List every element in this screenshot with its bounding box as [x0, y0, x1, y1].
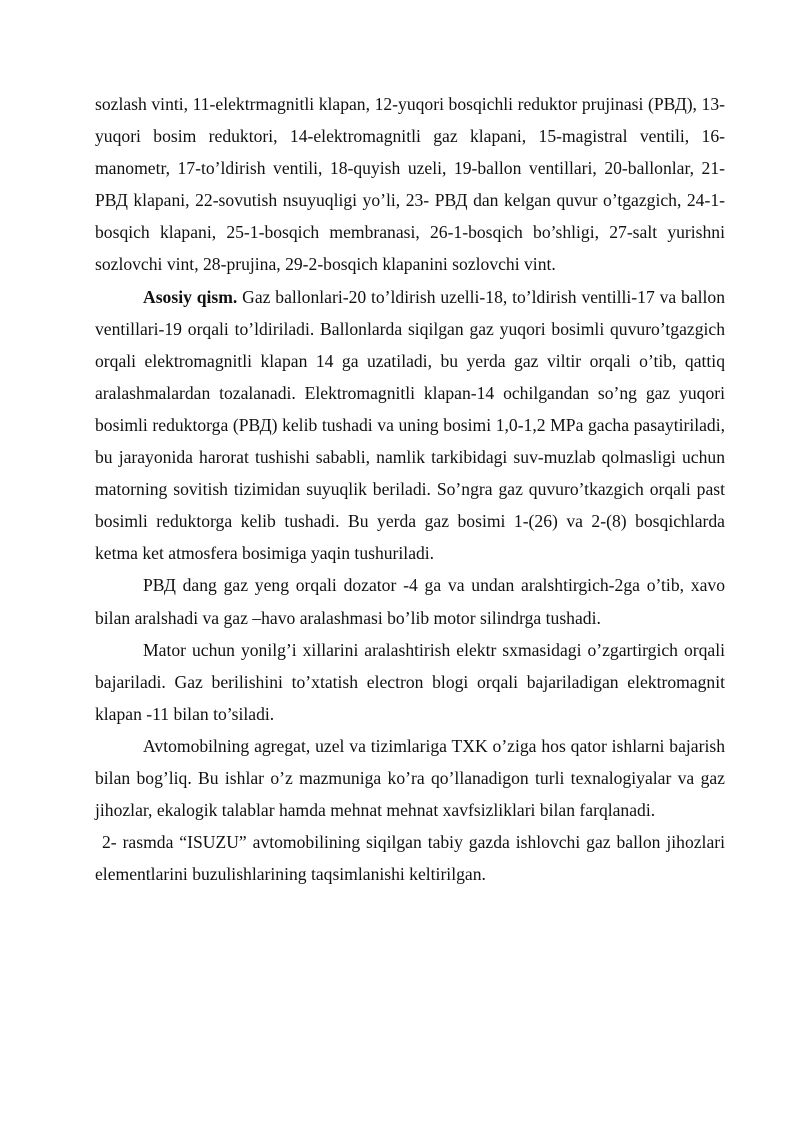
paragraph-fuel-mixing: Mator uchun yonilg’i xillarini aralashtirish elektr sxmasidagi o’zgartirgich orqali bajariladi. Gaz berilishini to’xtatish electron blogi orqali bajariladigan elektromagnit klapan -11 bilan to’siladi. — [95, 639, 725, 724]
paragraph-rvd-dozator: РВД dang gaz yeng orqali dozator -4 ga va undan aralshtirgich-2ga o’tib, xavo bilan aralshadi va gaz –havo aralashmasi bo’lib motor silindrga tushadi. — [95, 575, 725, 628]
section-heading-asosiy-qism: Asosiy qism. — [143, 286, 238, 307]
paragraph-maintenance: Avtomobilning agregat, uzel va tizimlariga TXK o’ziga hos qator ishlarni bajarish bilan bog’liq. Bu ishlar o’z mazmuniga ko’ra qo’llanadigon turli texnalogiyalar va gaz jihozlar, ekalogik talablar hamda mehnat mehnat xavfsizliklari bilan farqlanadi. — [95, 735, 725, 821]
document-page — [95, 88, 725, 890]
section-body-text: Gaz ballonlari-20 to’ldirish uzelli-18, to’ldirish ventilli-17 va ballon ventillari-19 orqali to’ldiriladi. Ballonlarda siqilgan gaz yuqori bosimli quvuro’tgazgich orqali elektromagnitli klapan 14 ga uzatiladi, bu yerda gaz viltir orqali o’tib, qattiq aralashmalardan tozalanadi. Elektromagnitli klapan-14 ochilgandan so’ng gaz yuqori bosimli reduktorga (РВД) kelib tushadi va uning bosimi 1,0-1,2 MPa gacha pasaytiriladi, bu jarayonida harorat tushishi sababli, namlik tarkibidagi suv-muzlab qolmasligi uchun matorning sovitish tizimidan suyuqlik beriladi. So’ngra gaz quvuro’tkazgich orqali past bosimli reduktorga kelib tushadi. Bu yerda gaz bosimi 1-(26) va 2-(8) bosqichlarda ketma ket atmosfera bosimiga yaqin tushuriladi. — [95, 286, 725, 564]
paragraph-figure-reference: 2- rasmda “ISUZU” avtomobilining siqilgan tabiy gazda ishlovchi gaz ballon jihozlari elementlarini buzulishlarining taqsimlanishi keltirilgan. — [95, 832, 725, 885]
paragraph-legend-continuation: sozlash vinti, 11-elektrmagnitli klapan, 12-yuqori bosqichli reduktor prujinasi (РВД), 13-yuqori bosim reduktori, 14-elektromagnitli gaz klapani, 15-magistral ventili, 16-manometr, 17-to’ldirish ventili, 18-quyish uzeli, 19-ballon ventillari, 20-ballonlar, 21- РВД klapani, 22-sovutish nsuyuqligi yo’li, 23- РВД dan kelgan quvur o’tgazgich, 24-1-bosqich klapani, 25-1-bosqich membranasi, 26-1-bosqich bo’shligi, 27-salt yurishni sozlovchi vint, 28-prujina, 29-2-bosqich klapanini sozlovchi vint. — [95, 94, 725, 275]
paragraph-main-section — [95, 281, 725, 570]
